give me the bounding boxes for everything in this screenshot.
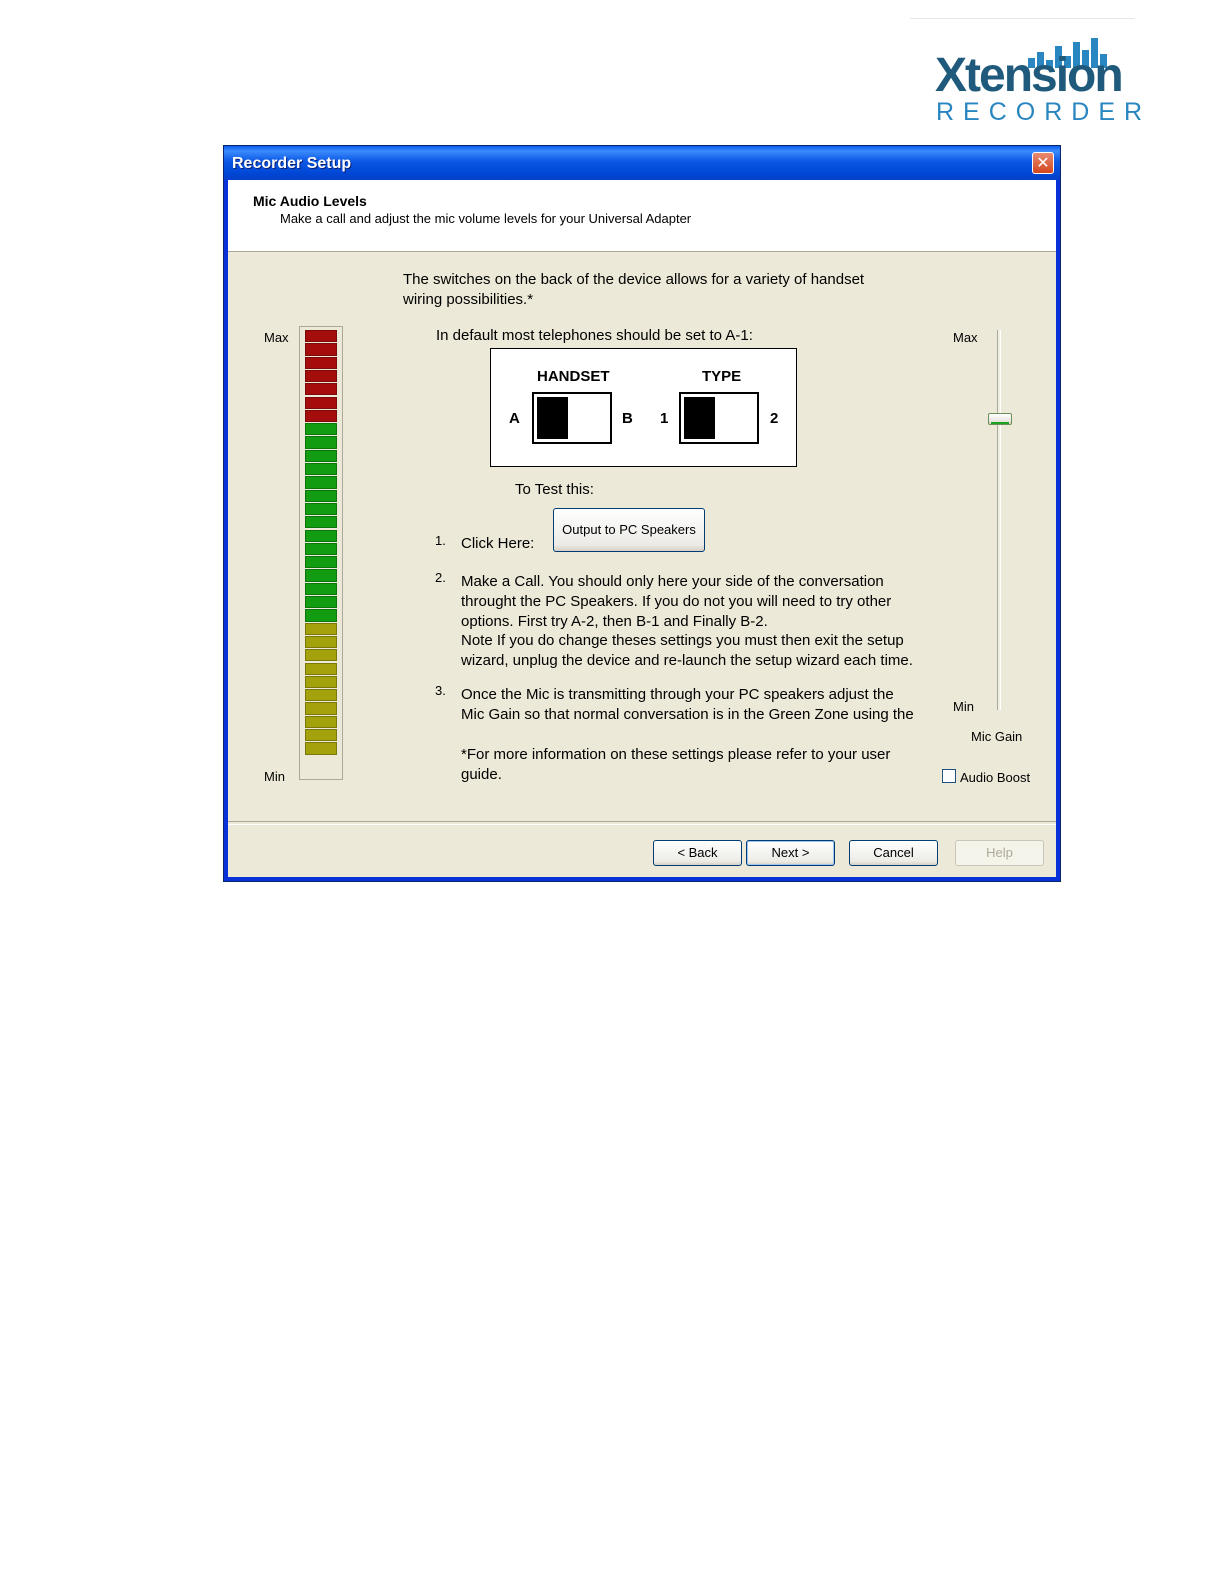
meter-min-label: Min [264, 769, 285, 784]
meter-segment-green [305, 503, 337, 515]
step-3-line-1: Once the Mic is transmitting through your PC speakers adjust the [461, 686, 894, 703]
to-test-label: To Test this: [515, 481, 594, 498]
meter-segment-red [305, 343, 337, 355]
step-3-line-2: Mic Gain so that normal conversation is in the Green Zone using the [461, 706, 914, 723]
step-2-line-4: Note If you do change theses settings you must then exit the setup [461, 632, 904, 649]
recorder-setup-window [223, 145, 1061, 882]
handset-switch-knob [537, 397, 568, 439]
slider-min-label: Min [953, 699, 974, 714]
step-2-line-3: options. First try A-2, then B-1 and Finally B-2. [461, 613, 768, 630]
meter-segment-yellow [305, 729, 337, 741]
meter-segment-yellow [305, 649, 337, 661]
page-title: Mic Audio Levels [253, 193, 367, 209]
meter-segment-green [305, 609, 337, 621]
meter-segment-green [305, 569, 337, 581]
meter-segment-green [305, 530, 337, 542]
meter-segment-green [305, 490, 337, 502]
step-2-line-2: throught the PC Speakers. If you do not you will need to try other [461, 593, 892, 610]
meter-segment-yellow [305, 702, 337, 714]
meter-segment-green [305, 556, 337, 568]
logo-wordmark: Xtension [935, 49, 1122, 102]
meter-segment-green [305, 516, 337, 528]
footnote-line-1: *For more information on these settings please refer to your user [461, 746, 891, 763]
help-button[interactable]: Help [955, 840, 1044, 866]
meter-segment-yellow [305, 676, 337, 688]
meter-segment-yellow [305, 663, 337, 675]
mic-gain-slider-thumb[interactable] [988, 413, 1012, 425]
meter-segment-green [305, 583, 337, 595]
meter-max-label: Max [264, 330, 289, 345]
handset-switch [532, 392, 612, 444]
footer-separator [228, 821, 1056, 825]
step-2-line-5: wizard, unplug the device and re-launch the setup wizard each time. [461, 652, 913, 669]
step-2-line-1: Make a Call. You should only here your side of the conversation [461, 573, 884, 590]
xtension-recorder-logo [935, 38, 1152, 128]
intro-line-2: wiring possibilities.* [403, 291, 534, 308]
type-switch-knob [684, 397, 715, 439]
meter-segment-green [305, 476, 337, 488]
meter-segment-yellow [305, 742, 337, 754]
meter-segment-red [305, 357, 337, 369]
handset-label: HANDSET [537, 368, 610, 385]
meter-segment-red [305, 397, 337, 409]
cancel-button[interactable]: Cancel [849, 840, 938, 866]
meter-segment-red [305, 383, 337, 395]
meter-segment-green [305, 423, 337, 435]
switch-label-a: A [509, 410, 520, 427]
meter-segment-red [305, 410, 337, 422]
step-1-number: 1. [435, 533, 446, 548]
audio-boost-checkbox[interactable] [942, 769, 956, 783]
page-subtitle: Make a call and adjust the mic volume levels for your Universal Adapter [280, 211, 692, 226]
switch-diagram [490, 348, 797, 467]
logo-subtitle: RECORDER [936, 98, 1152, 126]
meter-segment-yellow [305, 623, 337, 635]
mic-gain-caption: Mic Gain [971, 729, 1023, 744]
step-1-text: Click Here: [461, 535, 535, 552]
default-setting-text: In default most telephones should be set to A-1: [436, 327, 753, 344]
meter-segment-green [305, 436, 337, 448]
type-label: TYPE [702, 368, 742, 385]
step-3-number: 3. [435, 683, 446, 698]
dialog-client-area [228, 180, 1056, 877]
switch-label-b: B [622, 410, 633, 427]
footnote-line-2: guide. [461, 766, 502, 783]
meter-segment-green [305, 596, 337, 608]
switch-label-2: 2 [770, 410, 779, 427]
next-button[interactable]: Next > [746, 840, 835, 866]
type-switch [679, 392, 759, 444]
meter-segment-green [305, 463, 337, 475]
meter-segment-yellow [305, 689, 337, 701]
close-icon[interactable]: ✕ [1032, 152, 1054, 174]
meter-segment-yellow [305, 716, 337, 728]
meter-segment-green [305, 543, 337, 555]
meter-segment-red [305, 370, 337, 382]
wizard-header [228, 180, 1056, 252]
mic-gain-track[interactable] [997, 330, 1001, 710]
output-to-pc-speakers-button[interactable]: Output to PC Speakers [553, 508, 705, 552]
window-title: Recorder Setup [232, 155, 352, 172]
title-bar[interactable] [224, 146, 1060, 180]
meter-segment-green [305, 450, 337, 462]
step-2-number: 2. [435, 570, 446, 585]
audio-level-meter [299, 326, 343, 780]
slider-max-label: Max [953, 330, 978, 345]
back-button[interactable]: < Back [653, 840, 742, 866]
intro-line-1: The switches on the back of the device allows for a variety of handset [403, 271, 865, 288]
meter-segment-yellow [305, 636, 337, 648]
switch-label-1: 1 [660, 410, 669, 427]
header-rule [910, 18, 1135, 19]
audio-boost-label[interactable]: Audio Boost [960, 770, 1031, 785]
meter-segment-red [305, 330, 337, 342]
